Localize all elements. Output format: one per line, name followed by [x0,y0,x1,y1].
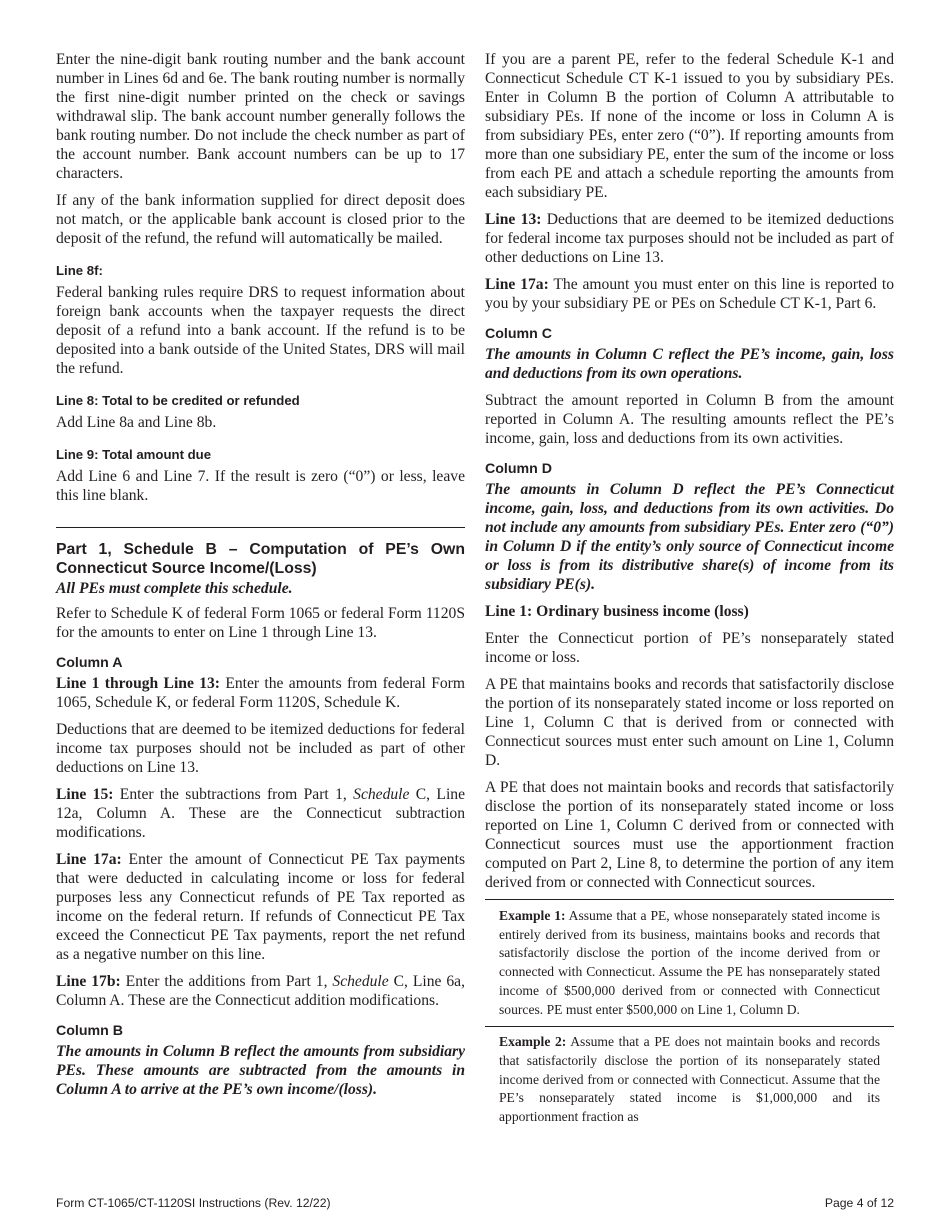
line-17a-label: Line 17a: [56,851,122,868]
left-column [56,50,465,1099]
example-2-label: Example 2: [499,1034,567,1050]
line-17a-text: Enter the amount of Connecticut PE Tax payments that were deducted in calculating income or loss for federal purposes less any Connecticut refunds of PE Tax reported as income on the federal return. If refunds of Connecticut PE Tax exceed the Connecticut PE Tax payments, report the net refund as a negative number on this line. [56,851,466,963]
line-9-heading: Line 9: Total amount due [56,447,212,462]
line-17b-schedule: Schedule [332,973,389,990]
line-15-paragraph [56,785,465,842]
line-8f-paragraph: Federal banking rules require DRS to request information about foreign bank accounts when the taxpayer requests the direct deposit of a refund into a bank account. If the refund is to be deposited into a bank outside of the United States, DRS will mail the refund. [56,284,465,377]
line-17b-text-b: C, Line 6a, Column A. These are the Connecticut addition modifications. [56,973,466,1009]
line-1-paragraph: Enter the Connecticut portion of PE’s nonseparately stated income or loss. [485,630,894,666]
example-1-top-rule [485,899,894,900]
all-pes-note: All PEs must complete this schedule. [56,580,293,597]
line-15-label: Line 15: [56,786,114,803]
refer-paragraph: Refer to Schedule K of federal Form 1065 or federal Form 1120S for the amounts to enter on Line 1 through Line 13. [56,605,465,641]
column-c-bold-paragraph: The amounts in Column C reflect the PE’s income, gain, loss and deductions from its own operations. [485,346,894,382]
mismatch-paragraph: If any of the bank information supplied for direct deposit does not match, or the applicable bank account is closed prior to the deposit of the refund, the refund will automatically be mailed. [56,192,465,247]
routing-paragraph: Enter the nine-digit bank routing number and the bank account number in Lines 6d and 6e. The bank routing number is normally the first nine-digit number printed on the check or savings withdrawal slip. The bank account number generally follows the bank routing number. Do not include the check number as part of the account number. Bank account numbers can be up to 17 characters. [56,51,465,182]
line-1-13-paragraph [56,674,465,712]
footer-form-name: Form CT-1065/CT-1120SI Instructions (Rev. 12/22) [56,1196,331,1210]
column-b-paragraph: The amounts in Column B reflect the amounts from subsidiary PEs. These amounts are subtracted from the amounts in Column A to arrive at the PE’s own income/(loss). [56,1043,465,1098]
column-c-paragraph: Subtract the amount reported in Column B from the amount reported in Column A. The resulting amounts reflect the PE’s income, gain, loss and deductions from its own activities. [485,392,894,447]
deductions-paragraph: Deductions that are deemed to be itemized deductions for federal income tax purposes should not be included as part of other deductions on Line 13. [56,721,465,776]
line-17a-paragraph [56,850,465,964]
parent-pe-paragraph: If you are a parent PE, refer to the federal Schedule K-1 and Connecticut Schedule CT K-1 issued to you by subsidiary PEs. Enter in Column B the portion of Column A attributable to subsidiary PEs. If none of the income or loss in Column A is from subsidiary PEs, enter zero (“0”). If reporting amounts from more than one subsidiary PE, enter the sum of the income or loss from each PE and attach a schedule reporting the amounts from each subsidiary PE. [485,51,894,201]
line-17b-text-a: Enter the additions from Part 1, [120,973,333,990]
line-9-paragraph: Add Line 6 and Line 7. If the result is zero (“0”) or less, leave this line blank. [56,468,465,504]
line-17a-right-paragraph [485,275,894,313]
example-2-top-rule [485,1026,894,1027]
not-maintain-books-paragraph: A PE that does not maintain books and records that satisfactorily disclose the portion of its nonseparately stated income or loss reported on Line 1, Column C derived from or connected with Connecticut sources must use the apportionment fraction computed on Part 2, Line 8, to determine the portion of any item derived from or connected with Connecticut sources. [485,779,894,891]
column-c-heading: Column C [485,326,552,342]
example-1 [485,907,894,1019]
example-1-text: Assume that a PE, whose nonseparately stated income is entirely derived from its business, maintains books and records that satisfactorily disclose the portion of the income derived from or connected with Connecticut. Assume the PE has nonseparately stated income of $500,000 derived from or connected with Connecticut sources. PE must enter $500,000 on Line 1, Column D. [499,908,881,1017]
line-15-text-a: Enter the subtractions from Part 1, [113,786,354,803]
line-13-paragraph [485,210,894,267]
example-2 [485,1033,894,1127]
line-1-13-text: Enter the amounts from federal Form 1065, Schedule K, or federal Form 1120S, Schedule K. [56,675,466,711]
example-1-label: Example 1: [499,908,566,923]
line-13-text: Deductions that are deemed to be itemized deductions for federal income tax purposes should not be included as part of other deductions on Line 13. [485,211,894,266]
line-13-label: Line 13: [485,211,542,228]
line-15-text-b: C, Line 12a, Column A. These are the Connecticut subtraction modifications. [56,786,465,841]
right-column [485,50,894,1127]
column-b-heading: Column B [56,1023,123,1039]
schedule-b-heading: Part 1, Schedule B – Computation of PE’s Own Connecticut Source Income/(Loss) [56,541,465,577]
footer-page-number: Page 4 of 12 [824,1196,894,1210]
line-15-schedule: Schedule [353,786,410,803]
line-17b-label: Line 17b: [56,973,121,990]
line-8-paragraph: Add Line 8a and Line 8b. [56,414,217,431]
line-17a-right-text: The amount you must enter on this line is reported to you by your subsidiary PE or PEs on Schedule CT K-1, Part 6. [485,276,894,312]
line-8f-heading: Line 8f: [56,263,103,278]
column-d-bold-paragraph: The amounts in Column D reflect the PE’s Connecticut income, gain, loss, and deductions from its own activities. Do not include any amounts from subsidiary PEs. Enter zero (“0”) in Column D if the entity’s only source of Connecticut income or loss is from its distributive share(s) of income from its subsidiary PE(s). [485,481,894,593]
section-divider [56,527,465,528]
example-2-text: Assume that a PE does not maintain books and records that satisfactorily disclose the portion of its nonseparately stated income derived from or connected with Connecticut. Assume that the PE’s nonseparately stated income is $1,000,000 and its apportionment fraction as [499,1034,881,1125]
line-17a-right-label: Line 17a: [485,276,549,293]
line-8-heading: Line 8: Total to be credited or refunded [56,393,300,408]
column-d-heading: Column D [485,461,552,477]
column-a-heading: Column A [56,655,123,671]
maintains-books-paragraph: A PE that maintains books and records that satisfactorily disclose the portion of its nonseparately stated income or loss reported on Line 1, Column C that is derived from or connected with Connecticut sources must enter such amount on Line 1, Column D. [485,676,894,769]
line-17b-paragraph [56,972,465,1010]
line-1-heading: Line 1: Ordinary business income (loss) [485,603,749,620]
line-1-13-label: Line 1 through Line 13: [56,675,220,692]
